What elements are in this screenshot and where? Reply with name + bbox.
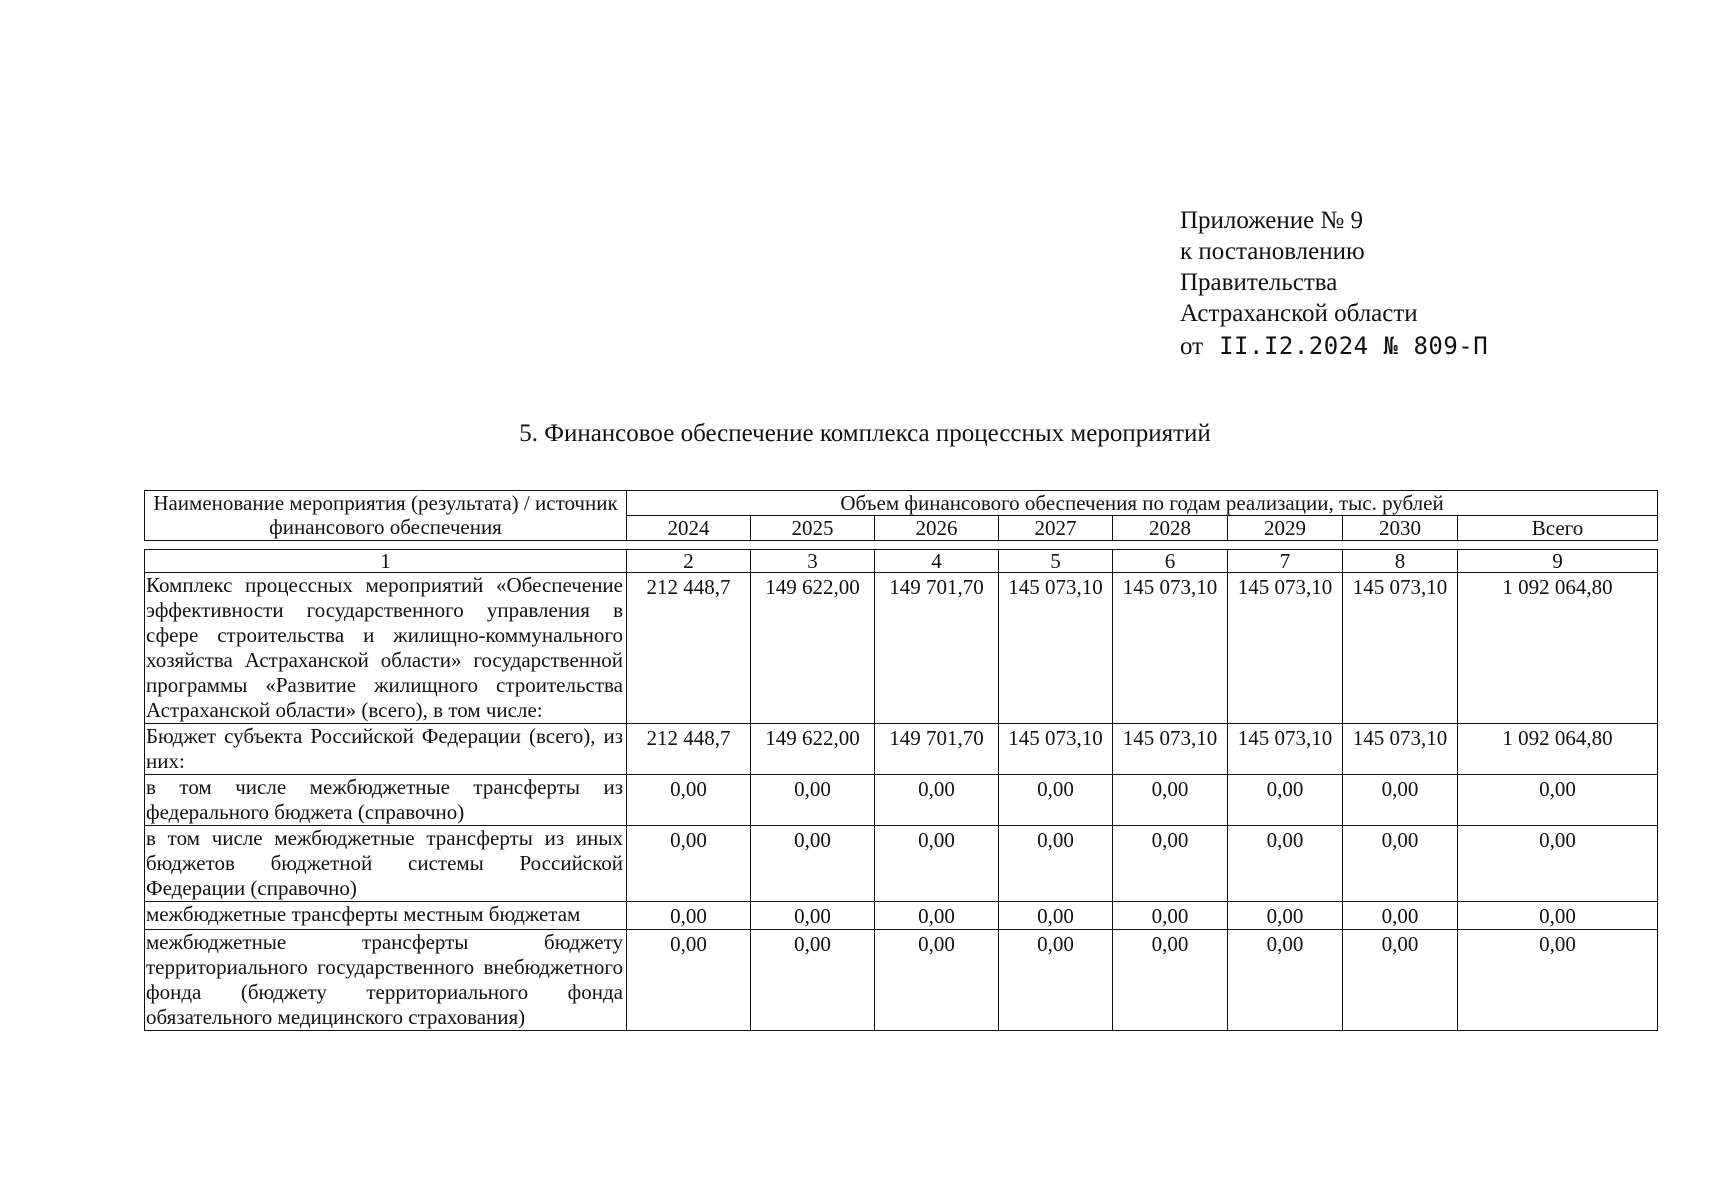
header-year: 2026 — [875, 516, 999, 541]
appendix-to-resolution: к постановлению — [1180, 238, 1365, 265]
value-cell: 0,00 — [1343, 775, 1458, 826]
value-cell: 0,00 — [627, 930, 751, 1031]
total-cell: 0,00 — [1458, 775, 1658, 826]
total-cell: 0,00 — [1458, 930, 1658, 1031]
table-row — [145, 902, 1658, 930]
row-name: межбюджетные трансферты местным бюджетам — [145, 902, 627, 930]
row-name: межбюджетные трансферты бюджету территориального государственного внебюджетного фонда (бюджету территориального фонда обязательного медицинского страхования) — [145, 930, 627, 1031]
table-row — [145, 930, 1658, 1031]
header-spacer — [145, 541, 1658, 550]
row-name: в том числе межбюджетные трансферты из федерального бюджета (справочно) — [145, 775, 627, 826]
section-title: 5. Финансовое обеспечение комплекса процессных мероприятий — [519, 420, 1211, 447]
header-year: 2030 — [1343, 516, 1458, 541]
value-cell: 0,00 — [875, 775, 999, 826]
header-year: 2025 — [751, 516, 875, 541]
total-cell: 1 092 064,80 — [1458, 724, 1658, 775]
value-cell: 145 073,10 — [999, 573, 1113, 724]
value-cell: 0,00 — [1228, 902, 1343, 930]
financing-table — [144, 490, 1658, 1031]
value-cell: 0,00 — [751, 930, 875, 1031]
column-number: 1 — [145, 550, 627, 573]
header-year: 2027 — [999, 516, 1113, 541]
value-cell: 149 701,70 — [875, 724, 999, 775]
row-name: Комплекс процессных мероприятий «Обеспечение эффективности государственного управления в сфере строительства и жилищно-коммунального хозяйства Астраханской области» государственной программы «Развитие жилищного строительства Астраханской области» (всего), в том числе: — [145, 573, 627, 724]
column-number: 8 — [1343, 550, 1458, 573]
header-row-1 — [145, 491, 1658, 516]
header-year: 2029 — [1228, 516, 1343, 541]
value-cell: 0,00 — [627, 902, 751, 930]
value-cell: 0,00 — [1228, 930, 1343, 1031]
value-cell: 0,00 — [1228, 826, 1343, 902]
column-number: 9 — [1458, 550, 1658, 573]
total-cell: 1 092 064,80 — [1458, 573, 1658, 724]
value-cell: 0,00 — [1113, 902, 1228, 930]
header-year: 2028 — [1113, 516, 1228, 541]
appendix-region: Астраханской области — [1180, 300, 1418, 327]
row-name: Бюджет субъекта Российской Федерации (всего), из них: — [145, 724, 627, 775]
appendix-government: Правительства — [1180, 269, 1338, 296]
appendix-block — [1180, 205, 1488, 362]
value-cell: 145 073,10 — [1228, 724, 1343, 775]
value-cell: 0,00 — [999, 902, 1113, 930]
value-cell: 212 448,7 — [627, 724, 751, 775]
value-cell: 0,00 — [1343, 826, 1458, 902]
column-number: 3 — [751, 550, 875, 573]
value-cell: 0,00 — [1228, 775, 1343, 826]
value-cell: 0,00 — [1343, 902, 1458, 930]
value-cell: 0,00 — [999, 826, 1113, 902]
value-cell: 0,00 — [875, 826, 999, 902]
value-cell: 145 073,10 — [1113, 724, 1228, 775]
value-cell: 0,00 — [999, 775, 1113, 826]
row-name: в том числе межбюджетные трансферты из иных бюджетов бюджетной системы Российской Федерации (справочно) — [145, 826, 627, 902]
value-cell: 0,00 — [1113, 775, 1228, 826]
value-cell: 149 701,70 — [875, 573, 999, 724]
column-number: 5 — [999, 550, 1113, 573]
header-name-cell: Наименование мероприятия (результата) / источник финансового обеспечения — [145, 491, 627, 541]
value-cell: 145 073,10 — [1343, 573, 1458, 724]
table-row — [145, 724, 1658, 775]
column-number-row — [145, 550, 1658, 573]
value-cell: 0,00 — [875, 902, 999, 930]
value-cell: 145 073,10 — [1343, 724, 1458, 775]
table-row — [145, 826, 1658, 902]
value-cell: 0,00 — [1113, 930, 1228, 1031]
resolution-date-number: II.I2.2024 № 809-П — [1219, 332, 1489, 360]
value-cell: 0,00 — [1113, 826, 1228, 902]
header-year: 2024 — [627, 516, 751, 541]
value-cell: 0,00 — [751, 902, 875, 930]
total-cell: 0,00 — [1458, 826, 1658, 902]
column-number: 6 — [1113, 550, 1228, 573]
table-row — [145, 573, 1658, 724]
value-cell: 0,00 — [751, 826, 875, 902]
total-cell: 0,00 — [1458, 902, 1658, 930]
table-row — [145, 775, 1658, 826]
column-number: 2 — [627, 550, 751, 573]
date-prefix: от — [1180, 333, 1204, 360]
value-cell: 0,00 — [875, 930, 999, 1031]
value-cell: 0,00 — [627, 775, 751, 826]
value-cell: 145 073,10 — [1113, 573, 1228, 724]
value-cell: 145 073,10 — [1228, 573, 1343, 724]
value-cell: 0,00 — [999, 930, 1113, 1031]
value-cell: 0,00 — [627, 826, 751, 902]
value-cell: 212 448,7 — [627, 573, 751, 724]
value-cell: 0,00 — [751, 775, 875, 826]
appendix-number: Приложение № 9 — [1180, 207, 1364, 234]
value-cell: 149 622,00 — [751, 724, 875, 775]
column-number: 7 — [1228, 550, 1343, 573]
value-cell: 149 622,00 — [751, 573, 875, 724]
value-cell: 0,00 — [1343, 930, 1458, 1031]
header-total: Всего — [1458, 516, 1658, 541]
appendix-date-line — [1180, 331, 1488, 362]
value-cell: 145 073,10 — [999, 724, 1113, 775]
column-number: 4 — [875, 550, 999, 573]
header-volume-cell: Объем финансового обеспечения по годам реализации, тыс. рублей — [627, 491, 1658, 516]
